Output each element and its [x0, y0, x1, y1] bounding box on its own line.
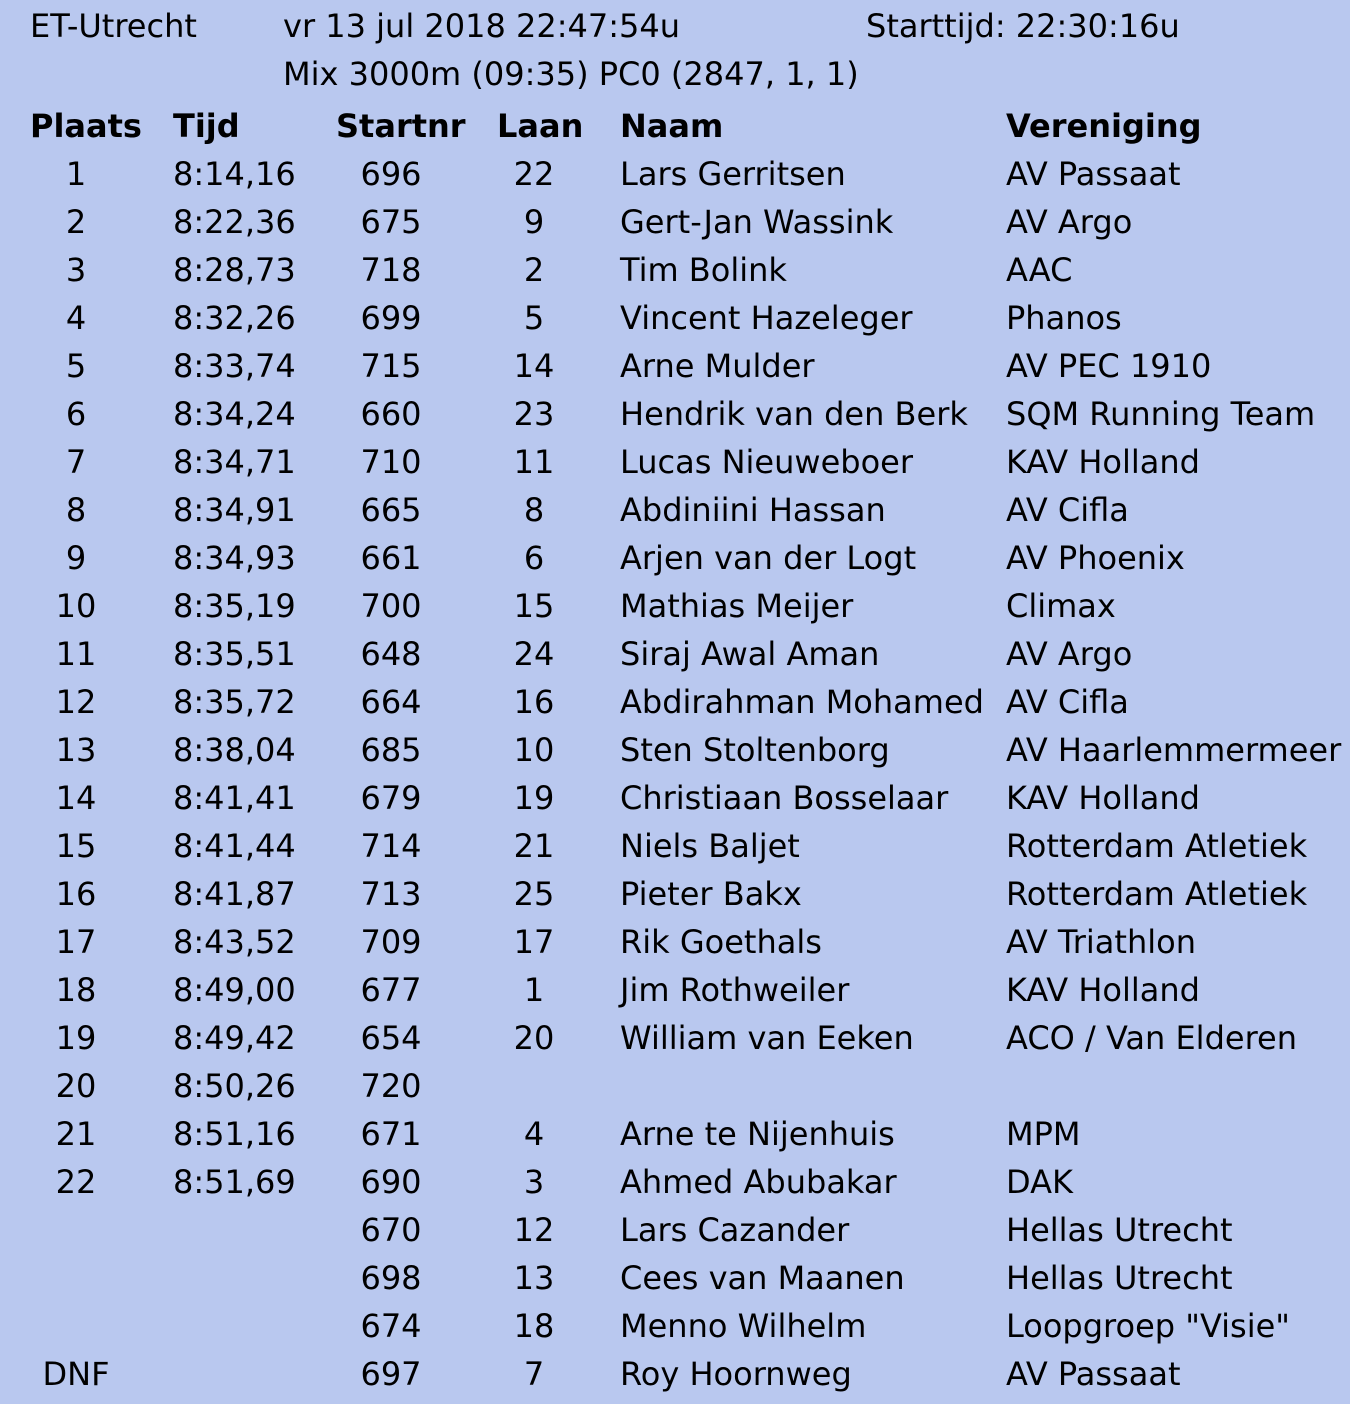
table-row [0, 294, 1350, 342]
result-naam: Arne te Nijenhuis [620, 1115, 895, 1153]
result-tijd: 8:41,87 [173, 875, 296, 913]
result-tijd: 8:14,16 [173, 155, 296, 193]
result-naam: Menno Wilhelm [620, 1307, 867, 1345]
result-plaats: 15 [55, 827, 97, 865]
table-row [0, 342, 1350, 390]
table-row [0, 1350, 1350, 1398]
result-vereniging: MPM [1006, 1115, 1081, 1153]
result-tijd: 8:41,41 [173, 779, 296, 817]
result-vereniging: AV Cifla [1006, 491, 1129, 529]
result-startnr: 713 [360, 875, 422, 913]
table-row [0, 486, 1350, 534]
result-laan: 19 [513, 779, 555, 817]
result-tijd: 8:22,36 [173, 203, 296, 241]
result-tijd: 8:28,73 [173, 251, 296, 289]
result-naam: Lucas Nieuweboer [620, 443, 913, 481]
result-tijd: 8:35,19 [173, 587, 296, 625]
result-tijd: 8:51,69 [173, 1163, 296, 1201]
result-plaats: 21 [55, 1115, 97, 1153]
result-vereniging: AV Argo [1006, 203, 1133, 241]
result-naam: Siraj Awal Aman [620, 635, 880, 673]
result-laan: 8 [523, 491, 545, 529]
result-naam: Cees van Maanen [620, 1259, 905, 1297]
column-header-plaats: Plaats [30, 107, 142, 145]
result-tijd: 8:51,16 [173, 1115, 296, 1153]
result-plaats: 10 [55, 587, 97, 625]
result-startnr: 664 [360, 683, 422, 721]
result-laan: 7 [523, 1355, 545, 1393]
result-vereniging: AV Cifla [1006, 683, 1129, 721]
start-time: Starttijd: 22:30:16u [866, 7, 1180, 45]
result-plaats: 11 [55, 635, 97, 673]
result-laan: 9 [523, 203, 545, 241]
result-startnr: 654 [360, 1019, 422, 1057]
result-tijd: 8:33,74 [173, 347, 296, 385]
result-naam: William van Eeken [620, 1019, 914, 1057]
table-row [0, 198, 1350, 246]
result-laan: 23 [513, 395, 555, 433]
result-vereniging: Loopgroep "Visie" [1006, 1307, 1291, 1345]
result-startnr: 698 [360, 1259, 422, 1297]
result-startnr: 718 [360, 251, 422, 289]
table-row [0, 678, 1350, 726]
result-startnr: 696 [360, 155, 422, 193]
result-naam: Sten Stoltenborg [620, 731, 890, 769]
result-plaats: 17 [55, 923, 97, 961]
column-header-tijd: Tijd [173, 107, 240, 145]
result-vereniging: AV Phoenix [1006, 539, 1185, 577]
table-row [0, 630, 1350, 678]
result-laan: 15 [513, 587, 555, 625]
result-tijd: 8:43,52 [173, 923, 296, 961]
result-plaats: 14 [55, 779, 97, 817]
table-row [0, 870, 1350, 918]
result-vereniging: KAV Holland [1006, 443, 1200, 481]
result-naam: Ahmed Abubakar [620, 1163, 897, 1201]
result-naam: Christiaan Bosselaar [620, 779, 949, 817]
result-plaats: 3 [65, 251, 87, 289]
result-startnr: 648 [360, 635, 422, 673]
result-naam: Arne Mulder [620, 347, 815, 385]
result-naam: Lars Cazander [620, 1211, 850, 1249]
result-naam: Mathias Meijer [620, 587, 854, 625]
result-vereniging: Climax [1006, 587, 1116, 625]
result-startnr: 675 [360, 203, 422, 241]
result-naam: Gert-Jan Wassink [620, 203, 894, 241]
venue-title: ET-Utrecht [30, 7, 197, 45]
result-vereniging: KAV Holland [1006, 779, 1200, 817]
column-header-naam: Naam [620, 107, 724, 145]
result-naam: Rik Goethals [620, 923, 822, 961]
table-row [0, 390, 1350, 438]
result-startnr: 671 [360, 1115, 422, 1153]
table-row [0, 534, 1350, 582]
result-vereniging: Phanos [1006, 299, 1122, 337]
table-row [0, 1158, 1350, 1206]
result-vereniging: Rotterdam Atletiek [1006, 827, 1308, 865]
table-row [0, 966, 1350, 1014]
result-naam: Abdirahman Mohamed [620, 683, 984, 721]
result-laan: 10 [513, 731, 555, 769]
result-naam: Vincent Hazeleger [620, 299, 913, 337]
result-naam: Tim Bolink [620, 251, 787, 289]
table-row [0, 150, 1350, 198]
result-plaats: 4 [65, 299, 87, 337]
result-startnr: 709 [360, 923, 422, 961]
result-tijd: 8:32,26 [173, 299, 296, 337]
result-plaats: 9 [65, 539, 87, 577]
table-row [0, 822, 1350, 870]
result-plaats: 20 [55, 1067, 97, 1105]
result-startnr: 699 [360, 299, 422, 337]
event-title: Mix 3000m (09:35) PC0 (2847, 1, 1) [283, 55, 859, 93]
result-vereniging: Rotterdam Atletiek [1006, 875, 1308, 913]
result-laan: 25 [513, 875, 555, 913]
table-row [0, 1254, 1350, 1302]
result-vereniging: AV Haarlemmermeer [1006, 731, 1342, 769]
result-naam: Lars Gerritsen [620, 155, 846, 193]
result-startnr: 714 [360, 827, 422, 865]
results-header-row [0, 102, 1350, 150]
result-laan: 14 [513, 347, 555, 385]
result-startnr: 685 [360, 731, 422, 769]
table-row [0, 726, 1350, 774]
result-naam: Jim Rothweiler [620, 971, 850, 1009]
table-row [0, 1302, 1350, 1350]
result-laan: 24 [513, 635, 555, 673]
table-row [0, 774, 1350, 822]
result-plaats: 2 [65, 203, 87, 241]
result-laan: 3 [523, 1163, 545, 1201]
result-plaats: 19 [55, 1019, 97, 1057]
result-plaats: 1 [65, 155, 87, 193]
result-vereniging: Hellas Utrecht [1006, 1259, 1233, 1297]
column-header-laan: Laan [497, 107, 584, 145]
result-startnr: 690 [360, 1163, 422, 1201]
result-tijd: 8:49,00 [173, 971, 296, 1009]
result-vereniging: AV Triathlon [1006, 923, 1196, 961]
result-startnr: 710 [360, 443, 422, 481]
result-tijd: 8:50,26 [173, 1067, 296, 1105]
result-startnr: 665 [360, 491, 422, 529]
result-plaats: 12 [55, 683, 97, 721]
result-plaats: 18 [55, 971, 97, 1009]
result-vereniging: AV Argo [1006, 635, 1133, 673]
result-vereniging: SQM Running Team [1006, 395, 1316, 433]
result-laan: 1 [523, 971, 545, 1009]
result-tijd: 8:41,44 [173, 827, 296, 865]
result-naam: Arjen van der Logt [620, 539, 917, 577]
result-plaats: 6 [65, 395, 87, 433]
result-vereniging: AV PEC 1910 [1006, 347, 1212, 385]
result-tijd: 8:34,24 [173, 395, 296, 433]
result-laan: 2 [523, 251, 545, 289]
result-plaats: 16 [55, 875, 97, 913]
result-startnr: 697 [360, 1355, 422, 1393]
result-naam: Niels Baljet [620, 827, 800, 865]
result-startnr: 679 [360, 779, 422, 817]
result-startnr: 674 [360, 1307, 422, 1345]
table-row [0, 246, 1350, 294]
table-row [0, 438, 1350, 486]
result-laan: 6 [523, 539, 545, 577]
table-row [0, 1110, 1350, 1158]
result-startnr: 661 [360, 539, 422, 577]
result-tijd: 8:34,93 [173, 539, 296, 577]
result-vereniging: Hellas Utrecht [1006, 1211, 1233, 1249]
result-vereniging: DAK [1006, 1163, 1073, 1201]
result-laan: 12 [513, 1211, 555, 1249]
result-laan: 13 [513, 1259, 555, 1297]
table-row [0, 582, 1350, 630]
table-row [0, 1014, 1350, 1062]
result-plaats: 7 [65, 443, 87, 481]
result-naam: Abdiniini Hassan [620, 491, 886, 529]
result-plaats: 13 [55, 731, 97, 769]
result-laan: 17 [513, 923, 555, 961]
result-plaats: 5 [65, 347, 87, 385]
result-tijd: 8:35,51 [173, 635, 296, 673]
result-laan: 11 [513, 443, 555, 481]
result-startnr: 670 [360, 1211, 422, 1249]
column-header-startnr: Startnr [336, 107, 466, 145]
result-plaats: DNF [42, 1355, 110, 1393]
result-vereniging: KAV Holland [1006, 971, 1200, 1009]
result-naam: Hendrik van den Berk [620, 395, 968, 433]
column-header-vereniging: Vereniging [1006, 107, 1202, 145]
result-vereniging: AV Passaat [1006, 1355, 1181, 1393]
table-row [0, 1206, 1350, 1254]
result-laan: 18 [513, 1307, 555, 1345]
result-startnr: 720 [360, 1067, 422, 1105]
result-tijd: 8:35,72 [173, 683, 296, 721]
result-laan: 22 [513, 155, 555, 193]
result-laan: 21 [513, 827, 555, 865]
result-laan: 5 [523, 299, 545, 337]
result-tijd: 8:34,91 [173, 491, 296, 529]
result-startnr: 700 [360, 587, 422, 625]
current-datetime: vr 13 jul 2018 22:47:54u [283, 7, 680, 45]
table-row [0, 918, 1350, 966]
result-laan: 16 [513, 683, 555, 721]
table-row [0, 1062, 1350, 1110]
result-naam: Roy Hoornweg [620, 1355, 852, 1393]
result-tijd: 8:38,04 [173, 731, 296, 769]
result-startnr: 660 [360, 395, 422, 433]
result-plaats: 8 [65, 491, 87, 529]
result-tijd: 8:49,42 [173, 1019, 296, 1057]
result-laan: 20 [513, 1019, 555, 1057]
result-startnr: 715 [360, 347, 422, 385]
result-tijd: 8:34,71 [173, 443, 296, 481]
result-vereniging: ACO / Van Elderen [1006, 1019, 1297, 1057]
result-vereniging: AV Passaat [1006, 155, 1181, 193]
result-startnr: 677 [360, 971, 422, 1009]
result-plaats: 22 [55, 1163, 97, 1201]
result-vereniging: AAC [1006, 251, 1073, 289]
result-naam: Pieter Bakx [620, 875, 802, 913]
result-laan: 4 [523, 1115, 545, 1153]
